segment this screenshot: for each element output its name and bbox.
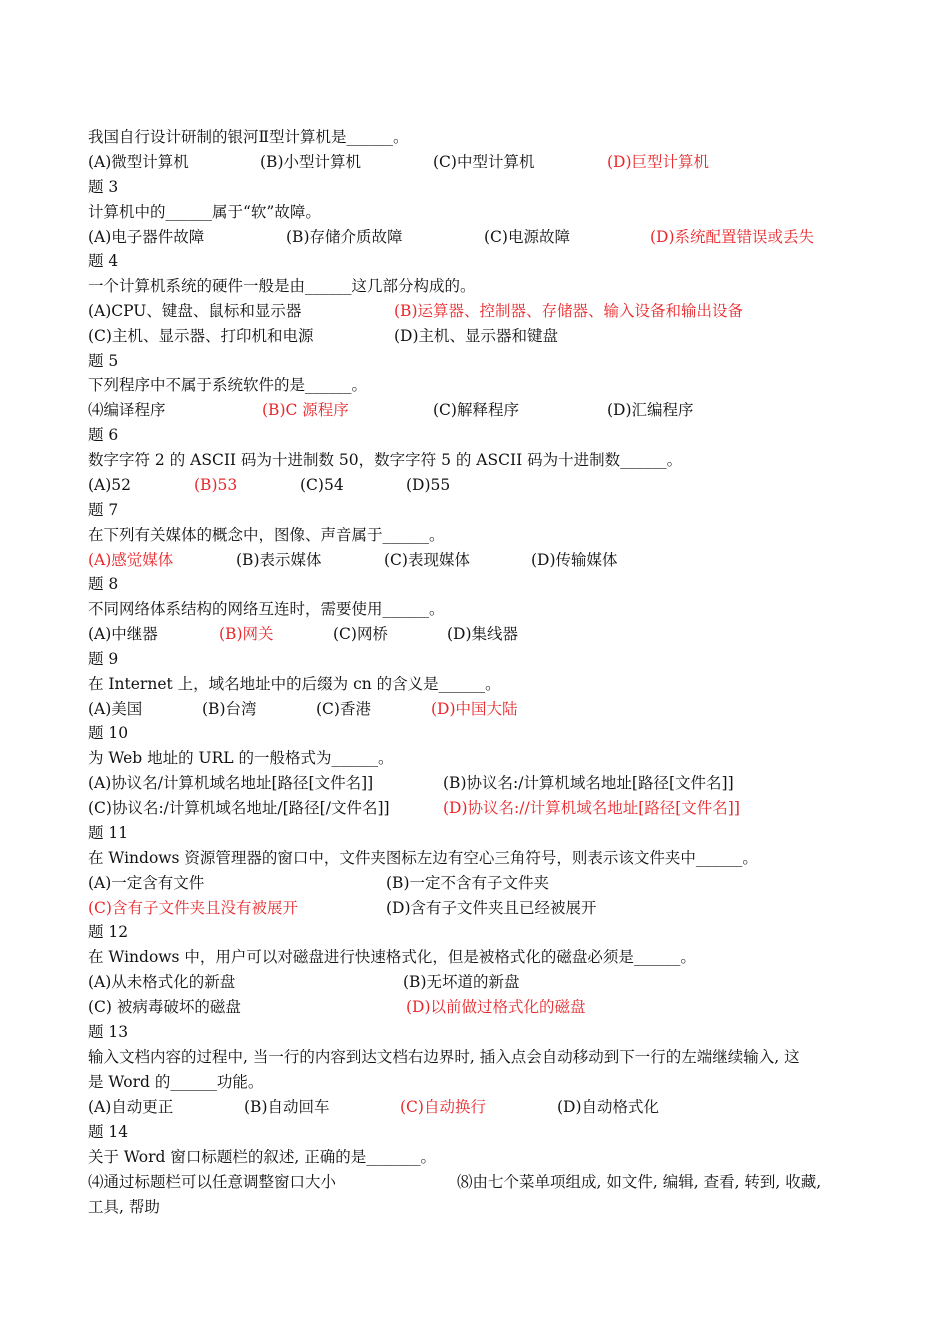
option-a: (A)自动更正	[88, 1098, 174, 1116]
option-b-continued: 工具, 帮助	[88, 1198, 160, 1216]
option-a: ⑷通过标题栏可以任意调整窗口大小	[88, 1173, 337, 1191]
question-heading: 题 9	[88, 650, 119, 668]
option-c: (C)表现媒体	[384, 551, 470, 569]
question-text: 在 Windows 资源管理器的窗口中，文件夹图标左边有空心三角符号，则表示该文件夹中______。	[88, 849, 758, 867]
option-b: (B)表示媒体	[236, 551, 322, 569]
question-text: 数字字符 2 的 ASCII 码为十进制数 50，数字字符 5 的 ASCII 码为十进制数______。	[88, 451, 683, 469]
option-c: (C)协议名:/计算机域名地址/[路径[/文件名]]	[88, 799, 390, 817]
question-heading: 题 10	[88, 724, 129, 742]
question-heading: 题 3	[88, 178, 119, 196]
question-text: 在 Windows 中，用户可以对磁盘进行快速格式化，但是被格式化的磁盘必须是______。	[88, 948, 696, 966]
option-d: (D)主机、显示器和键盘	[394, 327, 559, 345]
option-d: (D)含有子文件夹且已经被展开	[386, 899, 597, 917]
option-c: (C)解释程序	[433, 401, 519, 419]
option-a: (A)一定含有文件	[88, 874, 205, 892]
option-a: (A)从未格式化的新盘	[88, 973, 236, 991]
option-b: (B)存储介质故障	[286, 228, 403, 246]
question-text: 一个计算机系统的硬件一般是由______这几部分构成的。	[88, 277, 476, 295]
option-d: (D)55	[406, 476, 451, 494]
option-d-correct: (D)协议名://计算机域名地址[路径[文件名]]	[443, 799, 740, 817]
option-d: (D)集线器	[447, 625, 519, 643]
question-text: 输入文档内容的过程中, 当一行的内容到达文档右边界时, 插入点会自动移动到下一行的左端继续输入, 这	[88, 1048, 800, 1066]
option-b-correct: (B)网关	[219, 625, 274, 643]
question-text: 在下列有关媒体的概念中，图像、声音属于______。	[88, 526, 445, 544]
question-heading: 题 6	[88, 426, 119, 444]
question-heading: 题 8	[88, 575, 119, 593]
option-b-correct: (B)C 源程序	[262, 401, 349, 419]
option-d: (D)自动格式化	[557, 1098, 660, 1116]
option-d-correct: (D)中国大陆	[431, 700, 518, 718]
option-a: (A)CPU、键盘、鼠标和显示器	[88, 302, 302, 320]
option-b: (B)自动回车	[244, 1098, 330, 1116]
option-b: (B)无坏道的新盘	[403, 973, 520, 991]
option-d: (D)汇编程序	[607, 401, 694, 419]
question-heading: 题 11	[88, 824, 129, 842]
option-c: (C)网桥	[333, 625, 388, 643]
question-text: 不同网络体系结构的网络互连时，需要使用______。	[88, 600, 445, 618]
question-text: 关于 Word 窗口标题栏的叙述, 正确的是_______。	[88, 1148, 437, 1166]
option-c: (C) 被病毒破坏的磁盘	[88, 998, 241, 1016]
option-d-correct: (D)以前做过格式化的磁盘	[406, 998, 586, 1016]
option-c: (C)主机、显示器、打印机和电源	[88, 327, 314, 345]
option-a: (A)协议名/计算机域名地址[路径[文件名]]	[88, 774, 374, 792]
option-b: (B)小型计算机	[260, 153, 361, 171]
question-heading: 题 5	[88, 352, 119, 370]
question-text: 为 Web 地址的 URL 的一般格式为______。	[88, 749, 394, 767]
option-a: (A)美国	[88, 700, 143, 718]
option-c-correct: (C)自动换行	[400, 1098, 486, 1116]
question-heading: 题 4	[88, 252, 119, 270]
option-d-correct: (D)系统配置错误或丢失	[650, 228, 815, 246]
question-text: 计算机中的______属于“软”故障。	[88, 203, 321, 221]
option-a: (A)微型计算机	[88, 153, 189, 171]
option-a: (A)电子器件故障	[88, 228, 205, 246]
option-a-correct: (A)感觉媒体	[88, 551, 174, 569]
option-c: (C)中型计算机	[433, 153, 535, 171]
option-b: (B)协议名:/计算机域名地址[路径[文件名]]	[443, 774, 734, 792]
question-text: 我国自行设计研制的银河Ⅱ型计算机是______。	[88, 128, 409, 146]
option-a: (A)中继器	[88, 625, 158, 643]
question-heading: 题 12	[88, 923, 129, 941]
option-b: ⑻由七个菜单项组成, 如文件, 编辑, 查看, 转到, 收藏,	[457, 1173, 822, 1191]
option-d-correct: (D)巨型计算机	[607, 153, 710, 171]
option-a: (A)52	[88, 476, 132, 494]
option-b: (B)台湾	[202, 700, 257, 718]
option-c: (C)电源故障	[484, 228, 570, 246]
question-heading: 题 13	[88, 1023, 129, 1041]
question-text: 下列程序中不属于系统软件的是______。	[88, 376, 368, 394]
option-a: ⑷编译程序	[88, 401, 166, 419]
question-heading: 题 14	[88, 1123, 129, 1141]
option-b: (B)一定不含有子文件夹	[386, 874, 549, 892]
option-b-correct: (B)53	[194, 476, 238, 494]
option-b-correct: (B)运算器、控制器、存储器、输入设备和输出设备	[394, 302, 743, 320]
option-d: (D)传输媒体	[531, 551, 618, 569]
question-text-continued: 是 Word 的______功能。	[88, 1073, 264, 1091]
question-heading: 题 7	[88, 501, 119, 519]
question-text: 在 Internet 上，域名地址中的后缀为 cn 的含义是______。	[88, 675, 501, 693]
option-c: (C)香港	[316, 700, 371, 718]
option-c-correct: (C)含有子文件夹且没有被展开	[88, 899, 298, 917]
option-c: (C)54	[300, 476, 344, 494]
